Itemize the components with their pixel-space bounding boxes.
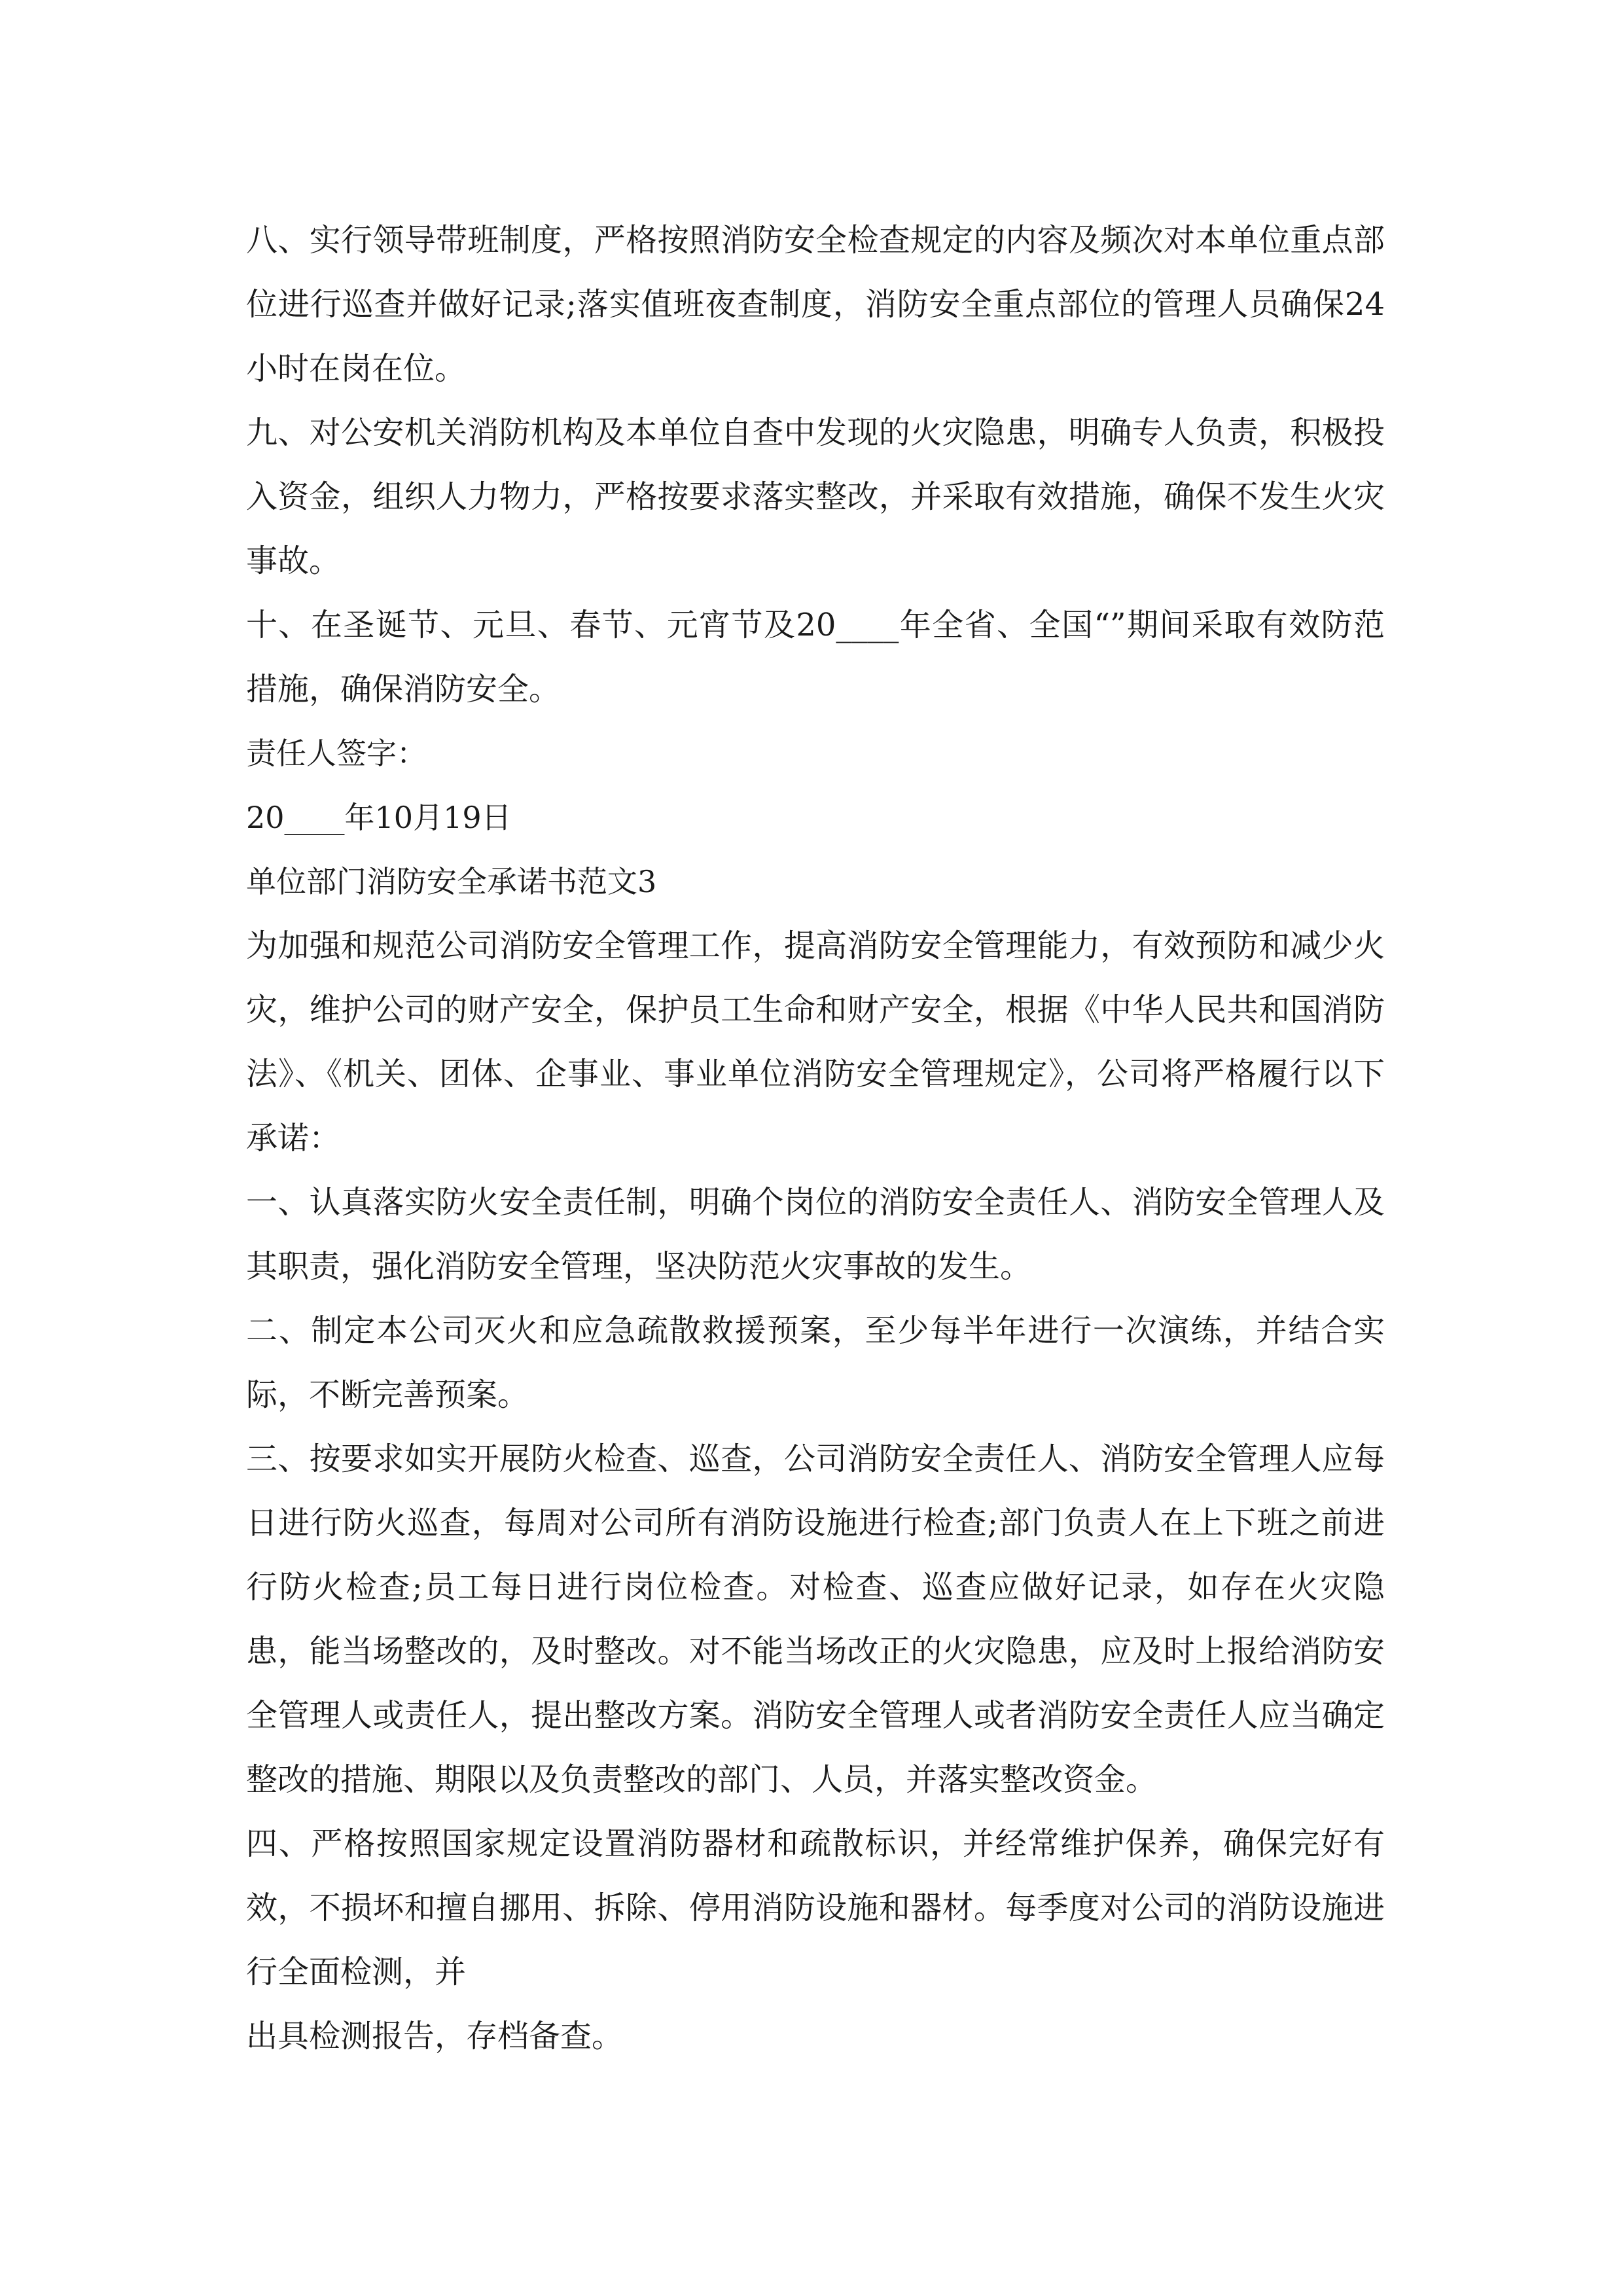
paragraph-one: 一、认真落实防火安全责任制，明确个岗位的消防安全责任人、消防安全管理人及其职责，强化消防安全管理，坚决防范火灾事故的发生。 — [246, 1184, 1385, 1285]
intro-paragraph: 为加强和规范公司消防安全管理工作，提高消防安全管理能力，有效预防和减少火灾，维护公司的财产安全，保护员工生命和财产安全，根据《中华人民共和国消防法》、《机关、团体、企事业、事业单位消防安全管理规定》，公司将严格履行以下承诺： — [246, 927, 1385, 1157]
paragraph-eight: 八、实行领导带班制度，严格按照消防安全检查规定的内容及频次对本单位重点部位进行巡查并做好记录;落实值班夜查制度，消防安全重点部位的管理人员确保24小时在岗在位。 — [246, 222, 1385, 387]
paragraph-four-continued: 出具检测报告，存档备查。 — [246, 2018, 624, 2054]
paragraph-nine: 九、对公安机关消防机构及本单位自查中发现的火灾隐患，明确专人负责，积极投入资金，组织人力物力，严格按要求落实整改，并采取有效措施，确保不发生火灾事故。 — [246, 414, 1385, 579]
signature-label: 责任人签字： — [246, 736, 427, 771]
section-title: 单位部门消防安全承诺书范文3 — [246, 864, 657, 899]
document-body — [246, 208, 1385, 2068]
paragraph-two: 二、制定本公司灭火和应急疏散救援预案，至少每半年进行一次演练，并结合实际，不断完善预案。 — [246, 1312, 1385, 1413]
date-line: 20____年10月19日 — [246, 800, 512, 835]
paragraph-three: 三、按要求如实开展防火检查、巡查，公司消防安全责任人、消防安全管理人应每日进行防火巡查，每周对公司所有消防设施进行检查;部门负责人在上下班之前进行防火检查;员工每日进行岗位检查。对检查、巡查应做好记录，如存在火灾隐患，能当场整改的，及时整改。对不能当场改正的火灾隐患，应及时上报给消防安全管理人或责任人，提出整改方案。消防安全管理人或者消防安全责任人应当确定整改的措施、期限以及负责整改的部门、人员，并落实整改资金。 — [246, 1441, 1385, 1798]
paragraph-four: 四、严格按照国家规定设置消防器材和疏散标识，并经常维护保养，确保完好有效，不损坏和擅自挪用、拆除、停用消防设施和器材。每季度对公司的消防设施进行全面检测，并 — [246, 1825, 1385, 1990]
paragraph-ten: 十、在圣诞节、元旦、春节、元宵节及20____年全省、全国“”期间采取有效防范措施，确保消防安全。 — [246, 607, 1385, 708]
